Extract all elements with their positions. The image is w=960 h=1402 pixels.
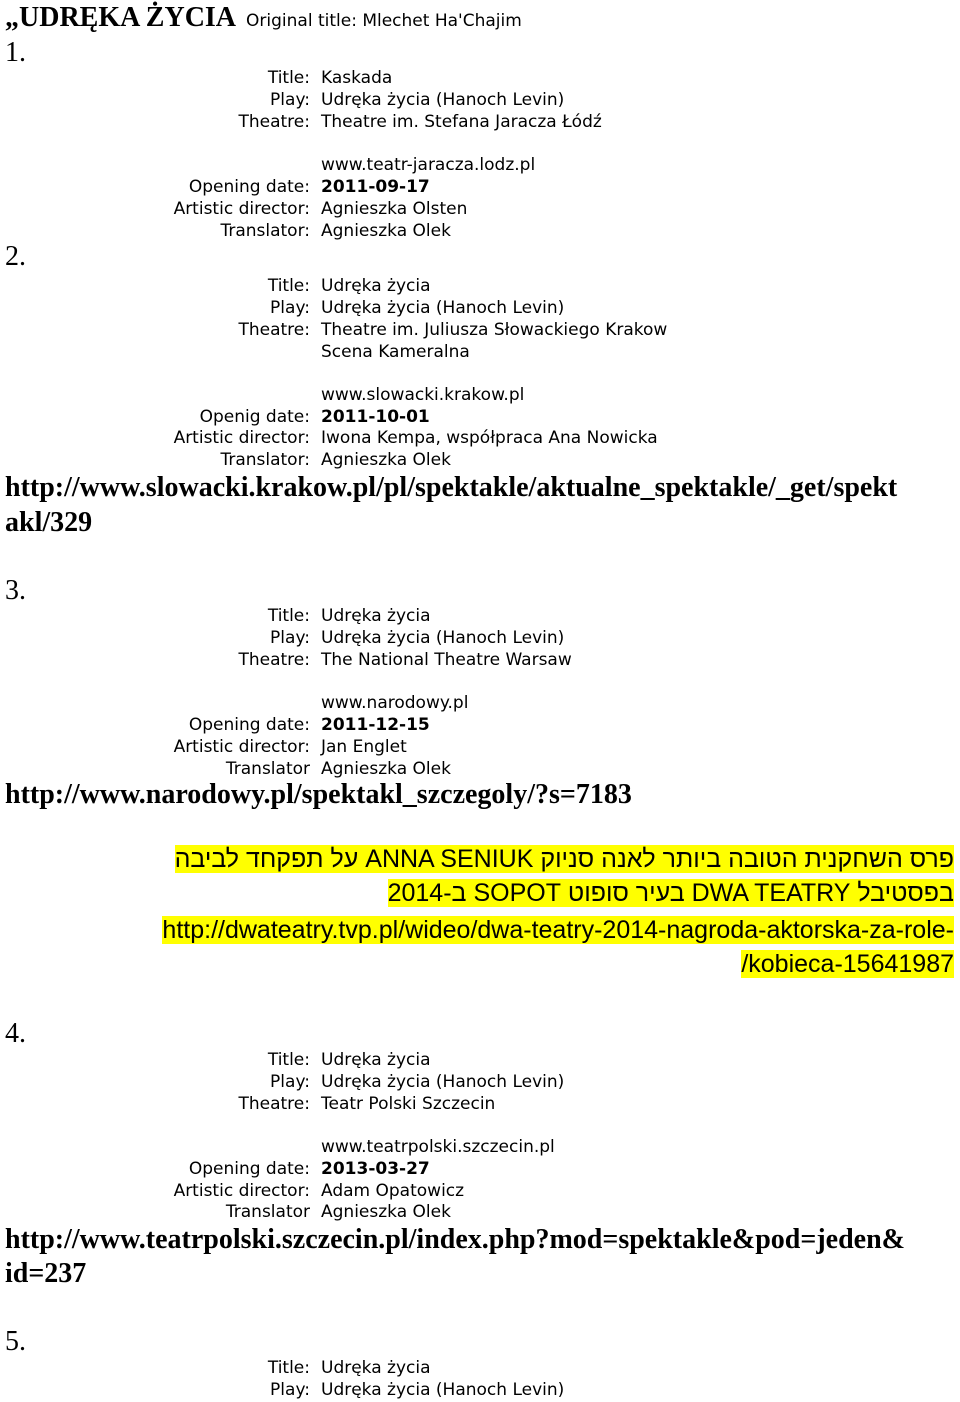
title-value: Udręka życia xyxy=(321,606,431,626)
entry-number: 5. xyxy=(5,1326,26,1357)
artistic-director-label: Artistic director: xyxy=(173,428,310,448)
translator-label: Translator xyxy=(225,759,310,779)
award-line-2-text: בפסטיבל DWA TEATRY בעיר סופוט SOPOT ב-2014 xyxy=(387,879,954,907)
award-video-link-text-continued[interactable]: /kobieca-15641987 xyxy=(741,950,954,978)
title-value: Udręka życia xyxy=(321,1358,431,1378)
opening-date-value: 2013-03-27 xyxy=(321,1159,430,1179)
website-link[interactable]: www.narodowy.pl xyxy=(321,693,469,713)
award-video-link[interactable] xyxy=(162,916,954,945)
artistic-director-value: Adam Opatowicz xyxy=(321,1181,465,1201)
opening-date-label: Opening date: xyxy=(188,1159,310,1179)
theatre-value: Theatre im. Juliusza Słowackiego Krakow xyxy=(321,320,668,340)
opening-date-label: Opening date: xyxy=(188,715,310,735)
theatre-value-line2: Scena Kameralna xyxy=(321,342,470,362)
website-link[interactable]: www.teatr-jaracza.lodz.pl xyxy=(321,155,536,175)
play-label: Play: xyxy=(270,628,310,648)
entry-number: 4. xyxy=(5,1018,26,1049)
entry-number: 3. xyxy=(5,575,26,606)
translator-label: Translator: xyxy=(220,450,310,470)
production-link[interactable]: http://www.narodowy.pl/spektakl_szczegoly/?s=7183 xyxy=(5,779,632,810)
website-link[interactable]: www.teatrpolski.szczecin.pl xyxy=(321,1137,555,1157)
award-video-link-text[interactable]: http://dwateatry.tvp.pl/wideo/dwa-teatry-2014-nagroda-aktorska-za-role- xyxy=(162,916,954,944)
artistic-director-value: Iwona Kempa, współpraca Ana Nowicka xyxy=(321,428,658,448)
translator-value: Agnieszka Olek xyxy=(321,1202,451,1222)
award-video-link-continued[interactable] xyxy=(741,950,954,979)
artistic-director-label: Artistic director: xyxy=(173,737,310,757)
opening-date-label: Opening date: xyxy=(188,177,310,197)
award-line-1-text: פרס השחקנית הטובה ביותר לאנה סניוק ANNA SENIUK על תפקחד לביבה xyxy=(174,845,954,873)
play-label: Play: xyxy=(270,1380,310,1400)
title-value: Udręka życia xyxy=(321,1050,431,1070)
theatre-label: Theatre: xyxy=(238,650,310,670)
production-link-continued[interactable]: akl/329 xyxy=(5,507,93,538)
opening-date-label: Openig date: xyxy=(199,407,310,427)
document-header xyxy=(5,2,522,34)
artistic-director-value: Agnieszka Olsten xyxy=(321,199,468,219)
play-value: Udręka życia (Hanoch Levin) xyxy=(321,298,565,318)
original-title: Original title: Mlechet Ha'Chajim xyxy=(246,11,522,31)
production-link[interactable]: http://www.slowacki.krakow.pl/pl/spektakle/aktualne_spektakle/_get/spekt xyxy=(5,472,898,503)
title-label: Title: xyxy=(267,276,310,296)
title-label: Title: xyxy=(267,68,310,88)
artistic-director-label: Artistic director: xyxy=(173,1181,310,1201)
website-link[interactable]: www.slowacki.krakow.pl xyxy=(321,385,525,405)
theatre-label: Theatre: xyxy=(238,112,310,132)
opening-date-value: 2011-09-17 xyxy=(321,177,430,197)
title-label: Title: xyxy=(267,1050,310,1070)
translator-value: Agnieszka Olek xyxy=(321,450,451,470)
artistic-director-value: Jan Englet xyxy=(321,737,407,757)
title-label: Title: xyxy=(267,1358,310,1378)
play-value: Udręka życia (Hanoch Levin) xyxy=(321,628,565,648)
award-line-1 xyxy=(175,845,954,874)
theatre-value: Theatre im. Stefana Jaracza Łódź xyxy=(321,112,602,132)
translator-label: Translator xyxy=(225,1202,310,1222)
opening-date-value: 2011-10-01 xyxy=(321,407,430,427)
play-value: Udręka życia (Hanoch Levin) xyxy=(321,90,565,110)
theatre-value: Teatr Polski Szczecin xyxy=(321,1094,496,1114)
theatre-label: Theatre: xyxy=(238,1094,310,1114)
artistic-director-label: Artistic director: xyxy=(173,199,310,219)
play-value: Udręka życia (Hanoch Levin) xyxy=(321,1072,565,1092)
award-line-2 xyxy=(388,879,954,908)
play-label: Play: xyxy=(270,90,310,110)
play-value: Udręka życia (Hanoch Levin) xyxy=(321,1380,565,1400)
production-link-continued[interactable]: id=237 xyxy=(5,1258,87,1289)
title-value: Udręka życia xyxy=(321,276,431,296)
opening-date-value: 2011-12-15 xyxy=(321,715,430,735)
translator-value: Agnieszka Olek xyxy=(321,221,451,241)
translator-value: Agnieszka Olek xyxy=(321,759,451,779)
play-label: Play: xyxy=(270,1072,310,1092)
play-label: Play: xyxy=(270,298,310,318)
title-value: Kaskada xyxy=(321,68,393,88)
document-title: „UDRĘKA ŻYCIA xyxy=(5,2,237,33)
translator-label: Translator: xyxy=(220,221,310,241)
production-link[interactable]: http://www.teatrpolski.szczecin.pl/index.php?mod=spektakle&pod=jeden& xyxy=(5,1224,905,1255)
theatre-value: The National Theatre Warsaw xyxy=(321,650,572,670)
theatre-label: Theatre: xyxy=(238,320,310,340)
title-label: Title: xyxy=(267,606,310,626)
entry-number: 2. xyxy=(5,241,26,272)
entry-number: 1. xyxy=(5,37,26,68)
